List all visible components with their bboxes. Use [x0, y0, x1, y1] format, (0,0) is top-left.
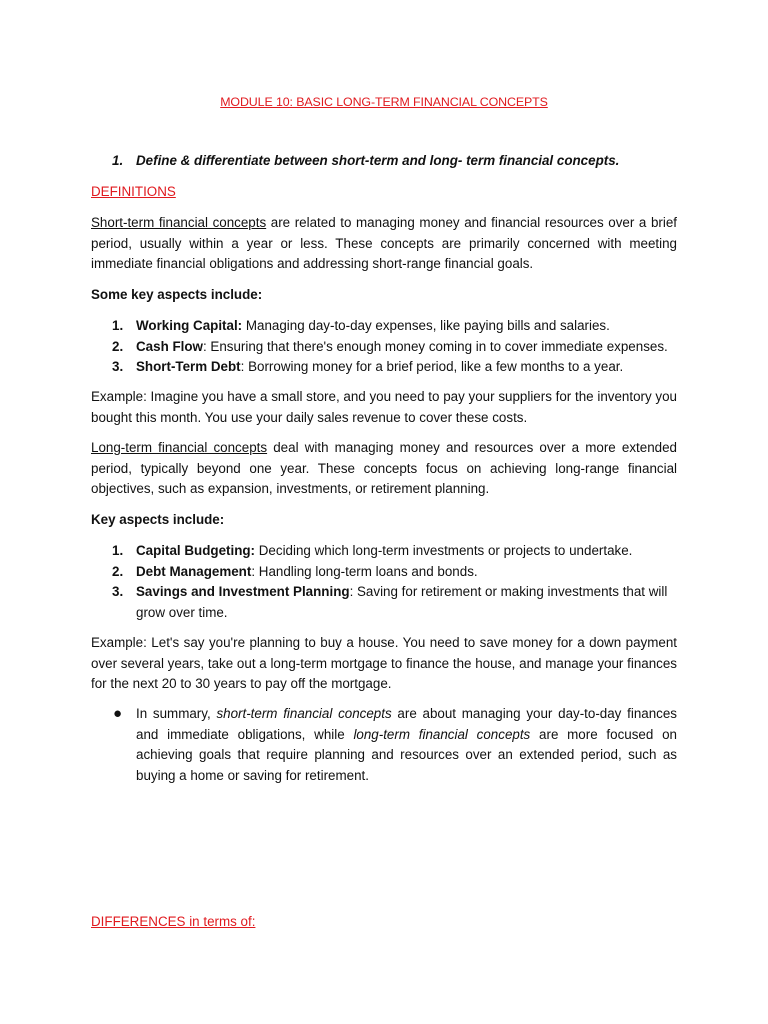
question-number: 1.	[112, 153, 124, 168]
list-item	[91, 337, 677, 358]
aspect-name: Capital Budgeting:	[136, 543, 256, 558]
long-term-term: Long-term financial concepts	[91, 440, 268, 455]
summary-part: are more focused on achieving goals that require planning and resources over an extended period, such as buying a home or saving for retirement.	[136, 726, 677, 783]
aspect-text: Deciding which long-term investments or projects to undertake.	[255, 543, 633, 558]
aspect-name: Short-Term Debt	[136, 359, 241, 374]
summary-part: are about managing your day-to-day finances and immediate obligations, while	[136, 706, 677, 742]
list-number: 3.	[112, 584, 124, 599]
aspect-text: : Handling long-term loans and bonds.	[251, 563, 478, 579]
list-number: 2.	[112, 338, 124, 354]
summary-emphasis: long-term financial concepts	[353, 726, 531, 742]
summary-emphasis: short-term financial concepts	[216, 706, 392, 721]
short-term-example: Example: Imagine you have a small store, and you need to pay your suppliers for the inventory you bought this month. You use your daily sales revenue to cover these costs.	[91, 389, 677, 425]
list-number: 1.	[112, 318, 124, 333]
short-term-aspects-heading: Some key aspects include:	[91, 287, 263, 302]
short-term-aspects-list	[91, 316, 677, 378]
aspect-text: Managing day-to-day expenses, like paying bills and salaries.	[242, 318, 610, 333]
list-item	[91, 582, 677, 623]
short-term-definition	[91, 213, 677, 275]
aspect-text: : Saving for retirement or making investments that will grow over time.	[136, 584, 668, 620]
list-item	[91, 357, 677, 378]
definitions-heading: DEFINITIONS	[91, 184, 176, 199]
question-heading	[112, 151, 619, 172]
list-number: 1.	[112, 543, 124, 558]
long-term-definition	[91, 438, 677, 500]
aspect-name: Debt Management	[136, 563, 252, 579]
list-item	[91, 316, 677, 337]
aspect-name: Savings and Investment Planning	[136, 584, 350, 599]
long-term-example: Example: Let's say you're planning to buy a house. You need to save money for a down payment over several years, take out a long-term mortgage to finance the house, and manage your finances for the next 20 to 30 years to pay off the mortgage.	[91, 635, 677, 691]
list-item	[91, 562, 677, 583]
short-term-term: Short-term financial concepts	[91, 215, 267, 230]
summary-bullet	[91, 704, 677, 786]
bullet-icon: ●	[113, 705, 123, 722]
list-number: 2.	[112, 563, 124, 579]
differences-heading: DIFFERENCES in terms of:	[91, 914, 256, 929]
aspect-text: : Ensuring that there's enough money coming in to cover immediate expenses.	[202, 338, 668, 354]
list-item	[91, 541, 677, 562]
long-term-aspects-heading: Key aspects include:	[91, 512, 225, 527]
aspect-text: : Borrowing money for a brief period, like a few months to a year.	[240, 359, 624, 374]
question-text: Define & differentiate between short-term and long- term financial concepts.	[136, 153, 620, 168]
module-title: MODULE 10: BASIC LONG-TERM FINANCIAL CONCEPTS	[220, 95, 548, 109]
long-term-aspects-list	[91, 541, 677, 623]
short-term-description: are related to managing money and financial resources over a brief period, usually within a year or less. These concepts are primarily concerned with meeting immediate financial obligations and addressing short-range financial goals.	[91, 215, 677, 271]
aspect-name: Cash Flow	[136, 338, 203, 354]
summary-part: In summary,	[136, 706, 217, 721]
list-number: 3.	[112, 359, 124, 374]
summary-text	[136, 704, 677, 786]
aspect-name: Working Capital:	[136, 318, 243, 333]
long-term-description: deal with managing money and resources over a more extended period, typically beyond one year. These concepts focus on achieving long-range financial objectives, such as expansion, investments, or retirement planning.	[91, 440, 678, 496]
